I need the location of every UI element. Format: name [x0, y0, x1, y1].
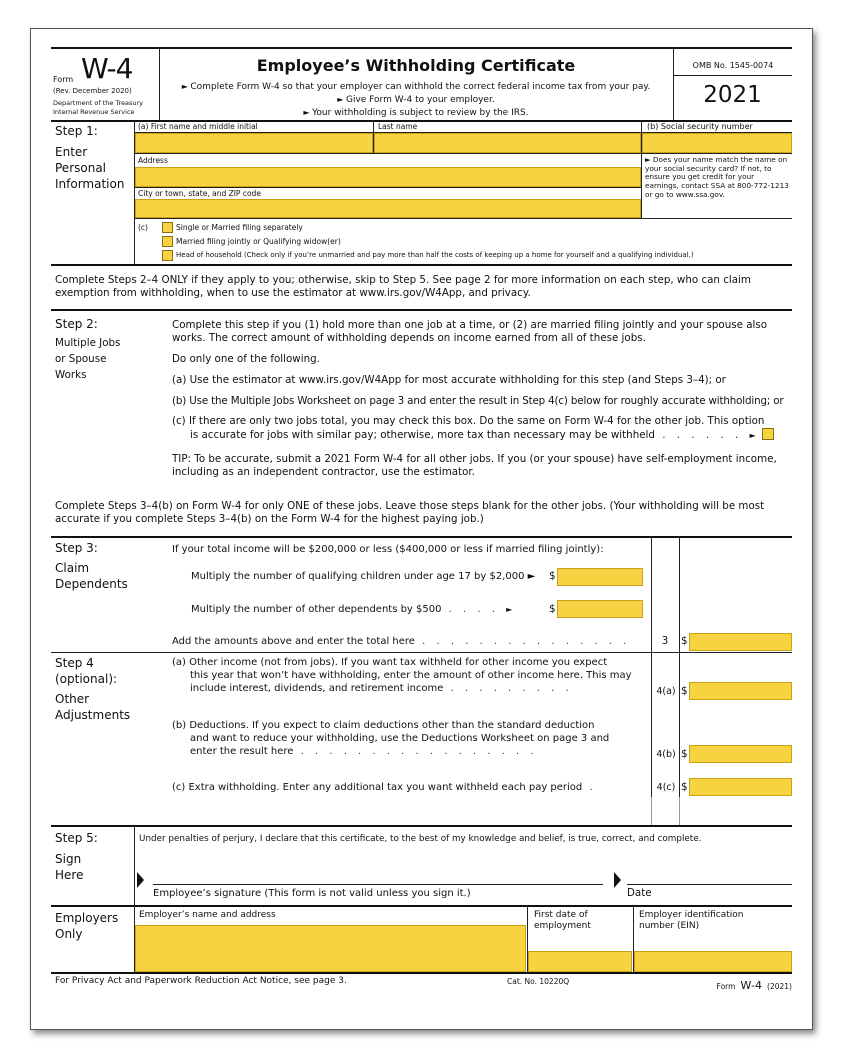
ssn-label: (b) Social security number	[647, 122, 753, 131]
w4-form-page	[30, 28, 813, 1030]
signature-line[interactable]	[153, 884, 603, 885]
qualifying-children-amount-field[interactable]	[557, 568, 643, 586]
step3-total-field[interactable]	[689, 633, 792, 651]
others-dollar-sign: $	[549, 603, 556, 615]
steps-3-4-instruction: Complete Steps 3–4(b) on Form W-4 for only ONE of these jobs. Leave those steps blank for the other jobs. (Your withholding will be most accurate if you complete Steps 3–4(b) on the Form W-4 for the highest paying job.)	[55, 500, 765, 525]
step2-label-2: or Spouse	[55, 353, 107, 365]
line-4c-number: 4(c)	[656, 782, 676, 793]
filing-status-label: (c)	[138, 223, 148, 232]
qualifying-children-text: Multiply the number of qualifying children under age 17 by $2,000 ►	[191, 571, 536, 582]
employer-name-label: Employer’s name and address	[139, 910, 276, 920]
extra-withholding-field[interactable]	[689, 778, 792, 796]
head-of-household-option-label: Head of household (Check only if you’re unmarried and pay more than half the costs of keeping up a home for yourself and a qualifying individual.)	[176, 251, 694, 259]
last-name-label: Last name	[378, 122, 418, 131]
top-rule	[51, 47, 792, 49]
form-number: W-4	[81, 52, 133, 85]
omb-number: OMB No. 1545-0074	[692, 61, 774, 70]
catalog-number: Cat. No. 10220Q	[507, 977, 570, 986]
other-dependents-amount-field[interactable]	[557, 600, 643, 618]
line-4a-number: 4(a)	[656, 686, 676, 697]
step1-title: Step 1:	[55, 124, 98, 138]
date-line[interactable]	[627, 884, 792, 885]
deductions-line1: (b) Deductions. If you expect to claim deductions other than the standard deduction	[172, 720, 595, 731]
step3-label-1: Claim	[55, 561, 90, 575]
first-date-label-1: First date of	[534, 910, 588, 920]
ein-label-2: number (EIN)	[639, 921, 700, 931]
address-field[interactable]	[135, 167, 641, 187]
step2-title: Step 2:	[55, 317, 98, 331]
step2-do-one: Do only one of the following.	[172, 353, 320, 365]
step1-label-1: Enter	[55, 145, 88, 159]
step2-tip: TIP: To be accurate, submit a 2021 Form W-4 for all other jobs. If you (or your spouse) have self-employment income, including as an independent contractor, use the estimator.	[172, 453, 777, 478]
step3-intro: If your total income will be $200,000 or less ($400,000 or less if married filing jointly):	[172, 544, 604, 555]
married-jointly-option-label: Married filing jointly or Qualifying widow(er)	[176, 237, 341, 246]
line-3-dollar-sign: $	[681, 635, 688, 647]
signature-label: Employee’s signature (This form is not valid unless you sign it.)	[153, 888, 471, 899]
children-dollar-sign: $	[549, 570, 556, 582]
employer-name-address-field[interactable]	[135, 925, 526, 972]
deductions-field[interactable]	[689, 745, 792, 763]
signature-arrow-icon	[137, 872, 144, 888]
first-name-field[interactable]	[135, 133, 373, 153]
head-of-household-checkbox[interactable]	[162, 250, 173, 261]
step3-title: Step 3:	[55, 541, 98, 555]
other-income-field[interactable]	[689, 682, 792, 700]
single-option-label: Single or Married filing separately	[176, 223, 303, 232]
step2-option-b: (b) Use the Multiple Jobs Worksheet on page 3 and enter the result in Step 4(c) below for roughly accurate withholding; or	[172, 395, 784, 407]
single-checkbox[interactable]	[162, 222, 173, 233]
line-3-number: 3	[661, 635, 669, 647]
privacy-notice: For Privacy Act and Paperwork Reduction Act Notice, see page 3.	[55, 976, 347, 986]
step3-total-text: Add the amounts above and enter the total here . . . . . . . . . . . . . . .	[172, 636, 631, 647]
city-state-zip-field[interactable]	[135, 199, 641, 218]
two-jobs-checkbox[interactable]	[762, 428, 774, 440]
line-4b-number: 4(b)	[656, 749, 676, 760]
step4-label-2: Other	[55, 692, 90, 706]
step5-title: Step 5:	[55, 831, 98, 845]
other-income-line2: this year that won’t have withholding, enter the amount of other income here. This may	[190, 670, 632, 681]
deductions-line3: enter the result here . . . . . . . . . . . . . . . . .	[190, 746, 538, 757]
other-income-line3: include interest, dividends, and retirement income . . . . . . . . .	[190, 683, 573, 694]
header-instruction-2: ► Give Form W-4 to your employer.	[337, 95, 495, 105]
first-date-label-2: employment	[534, 921, 591, 931]
deductions-line2: and want to reduce your withholding, use the Deductions Worksheet on page 3 and	[190, 733, 610, 744]
step2-option-c-line1: (c) If there are only two jobs total, you may check this box. Do the same on Form W-4 for the other job. This option	[172, 415, 765, 427]
address-label: Address	[138, 156, 168, 165]
dept-treasury: Department of the Treasury	[53, 99, 144, 107]
header-instruction-3: ► Your withholding is subject to review by the IRS.	[303, 108, 529, 118]
step4-title: Step 4	[55, 656, 94, 670]
other-dependents-text: Multiply the number of other dependents by $500 . . . . ►	[191, 604, 513, 615]
tax-year: 2021	[703, 82, 762, 108]
first-name-label: (a) First name and middle initial	[138, 122, 258, 131]
line-4b-dollar-sign: $	[681, 748, 688, 760]
step1-label-2: Personal	[55, 161, 107, 175]
ssn-field[interactable]	[642, 133, 792, 153]
step2-label-1: Multiple Jobs	[55, 337, 121, 349]
step3-label-2: Dependents	[55, 577, 128, 591]
irs-label: Internal Revenue Service	[53, 108, 135, 116]
steps-2-4-instruction: Complete Steps 2–4 ONLY if they apply to you; otherwise, skip to Step 5. See page 2 for more information on each step, who can claim exemption from withholding, when to use the estimator at www.irs.gov/W4App, and privacy.	[55, 274, 751, 299]
date-label: Date	[627, 887, 652, 899]
step4-label-1: (optional):	[55, 672, 118, 686]
header-instruction-1: ► Complete Form W-4 so that your employer can withhold the correct federal income tax from your pay.	[181, 82, 651, 92]
step2-paragraph: Complete this step if you (1) hold more than one job at a time, or (2) are married filing jointly and your spouse also works. The correct amount of withholding depends on income earned from all of these jobs.	[172, 319, 768, 344]
step2-option-a: (a) Use the estimator at www.irs.gov/W4App for most accurate withholding for this step (and Steps 3–4); or	[172, 374, 726, 386]
ein-field[interactable]	[634, 951, 792, 972]
employers-label-2: Only	[55, 927, 83, 941]
ssa-name-match-note: ► Does your name match the name on your social security card? If not, to ensure you get credit for your earnings, contact SSA at 800-772-1213 or go to www.ssa.gov.	[645, 155, 789, 199]
extra-withholding-text: (c) Extra withholding. Enter any additional tax you want withheld each pay period .	[172, 782, 597, 793]
last-name-field[interactable]	[374, 133, 641, 153]
employers-label-1: Employers	[55, 911, 119, 925]
line-4a-dollar-sign: $	[681, 685, 688, 697]
step2-label-3: Works	[55, 369, 87, 381]
step2-option-c-line2: is accurate for jobs with similar pay; otherwise, more tax than necessary may be withheld . . . . . . ►	[190, 429, 756, 441]
footer-form-id: Form W-4 (2021)	[716, 979, 792, 992]
date-arrow-icon	[614, 872, 621, 888]
step4-label-3: Adjustments	[55, 708, 131, 722]
line-4c-dollar-sign: $	[681, 781, 688, 793]
first-date-employment-field[interactable]	[528, 951, 632, 972]
married-jointly-checkbox[interactable]	[162, 236, 173, 247]
rev-date: (Rev. December 2020)	[53, 87, 132, 95]
step5-label-2: Here	[55, 868, 84, 882]
ein-label-1: Employer identification	[639, 910, 744, 920]
step5-label-1: Sign	[55, 852, 82, 866]
perjury-statement: Under penalties of perjury, I declare that this certificate, to the best of my knowledge and belief, is true, correct, and complete.	[139, 834, 702, 844]
step1-label-3: Information	[55, 177, 125, 191]
other-income-line1: (a) Other income (not from jobs). If you want tax withheld for other income you expect	[172, 657, 608, 668]
form-title: Employee’s Withholding Certificate	[256, 56, 576, 75]
form-word: Form	[53, 75, 74, 84]
city-label: City or town, state, and ZIP code	[138, 189, 261, 198]
